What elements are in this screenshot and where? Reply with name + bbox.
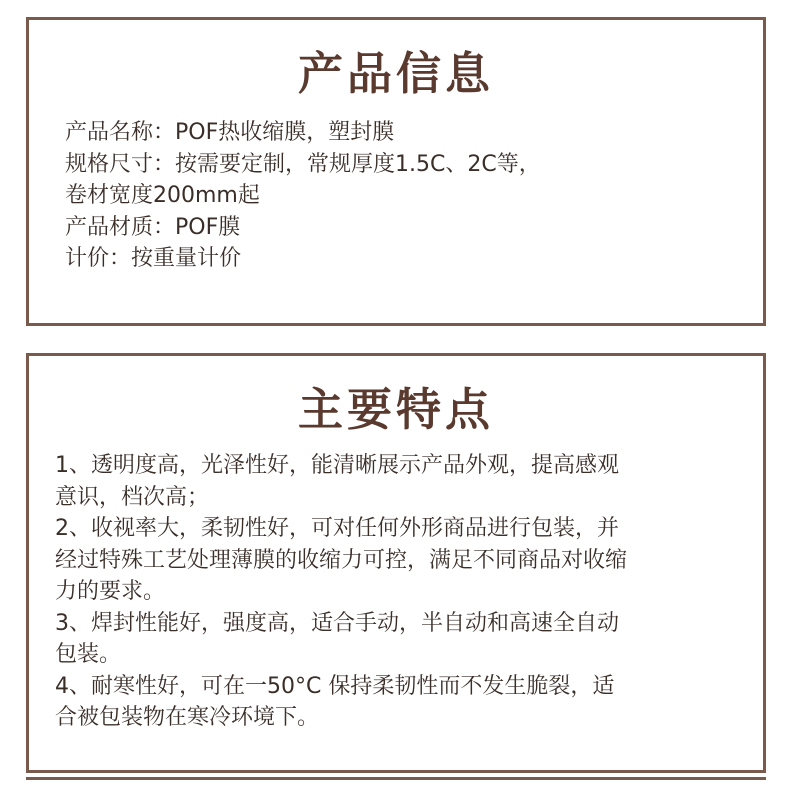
spec-size-line: 规格尺寸：按需要定制，常规厚度1.5C、2C等， (65, 151, 541, 177)
main-features-panel (26, 353, 766, 773)
roll-width-line: 卷材宽度200mm起 (65, 183, 260, 208)
product-info-panel (26, 17, 766, 326)
product-info-text (65, 117, 541, 275)
main-features-title: 主要特点 (297, 383, 494, 436)
feature-line: 意识，档次高； (55, 484, 210, 510)
feature-line: 包装。 (55, 642, 122, 667)
pricing-line: 计价：按重量计价 (65, 246, 242, 271)
feature-line: 4、耐寒性好，可在一50°C 保持柔韧性而不发生脆裂，适 (55, 673, 615, 699)
bottom-divider (26, 777, 766, 780)
feature-line: 2、收视率大，柔韧性好，可对任何外形商品进行包装，并 (55, 516, 619, 541)
product-info-title: 产品信息 (297, 47, 494, 100)
feature-line: 1、透明度高，光泽性好，能清晰展示产品外观，提高感观 (55, 453, 619, 478)
feature-line: 3、焊封性能好，强度高，适合手动，半自动和高速全自动 (55, 610, 619, 636)
feature-line: 力的要求。 (55, 579, 166, 604)
feature-line: 经过特殊工艺处理薄膜的收缩力可控，满足不同商品对收缩 (55, 547, 628, 573)
features-text (55, 450, 627, 734)
feature-line: 合被包装物在寒冷环境下。 (55, 705, 320, 730)
material-line: 产品材质：POF膜 (65, 214, 241, 240)
product-name-line: 产品名称：POF热收缩膜，塑封膜 (65, 120, 395, 145)
